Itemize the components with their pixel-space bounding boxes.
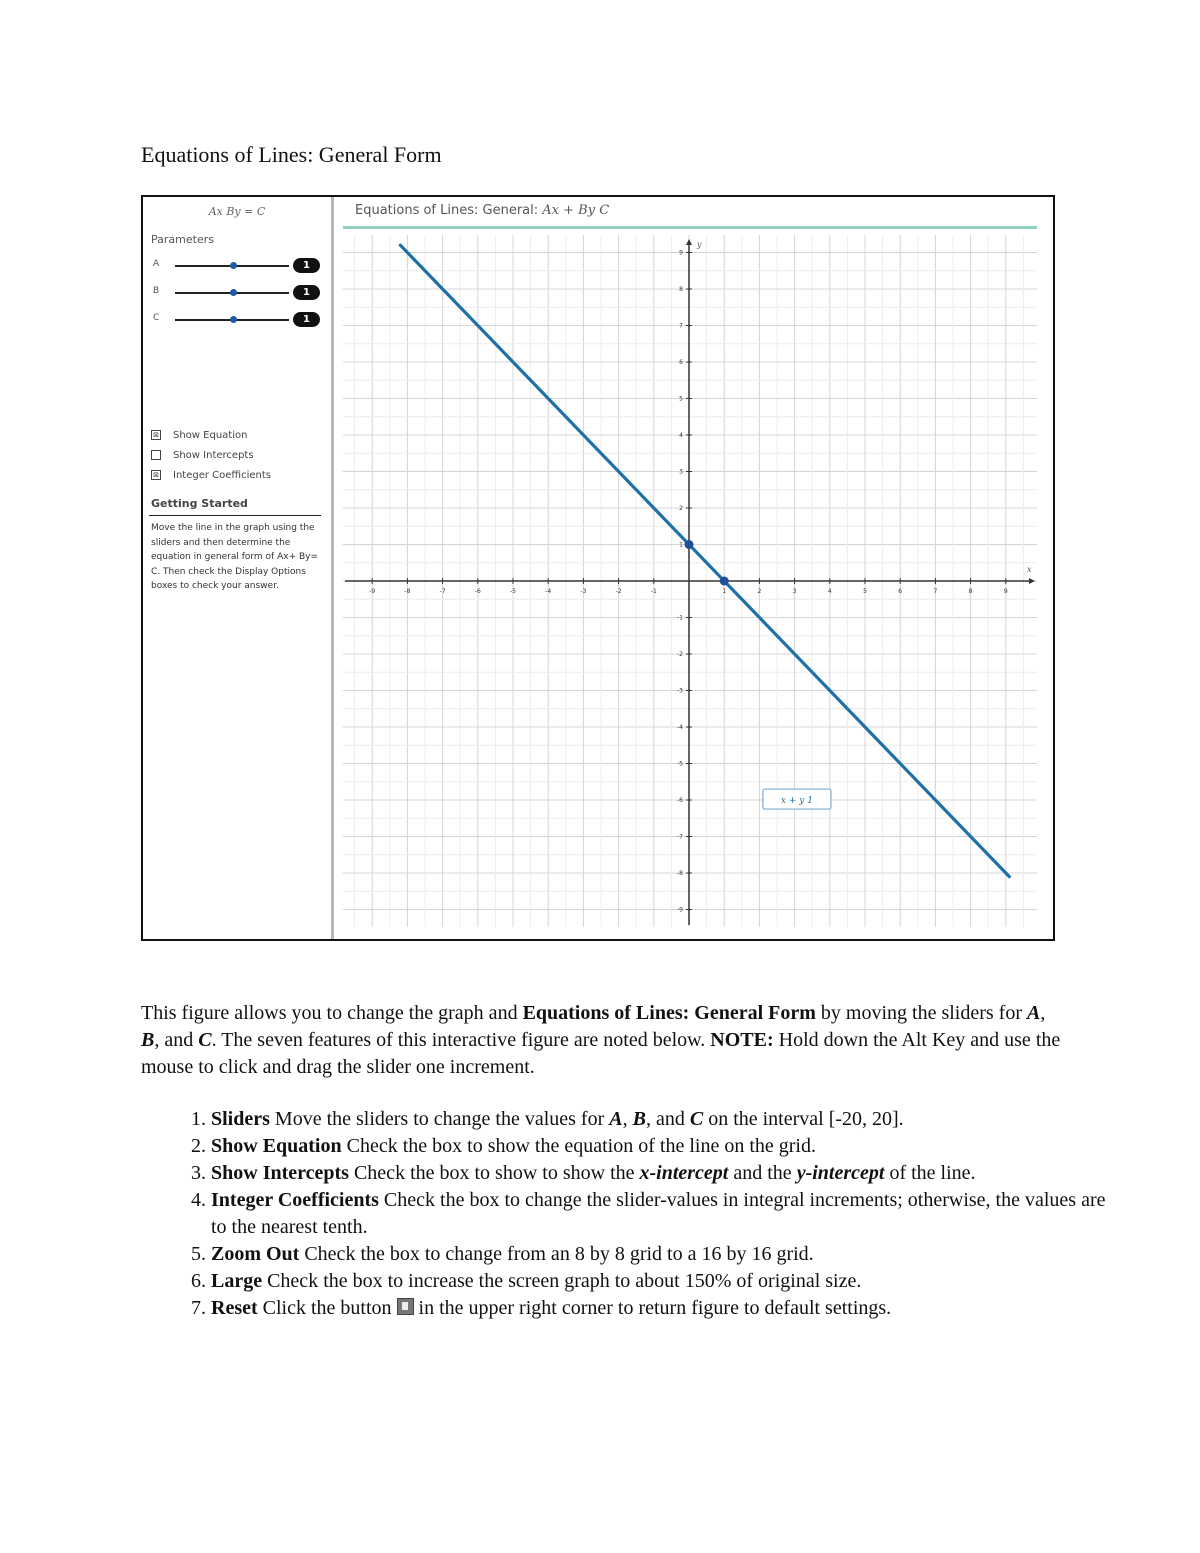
x-intercept-term: x-intercept <box>639 1162 729 1184</box>
panel-equation: Ax By = C <box>208 205 266 218</box>
x-tick-label: 6 <box>898 588 903 595</box>
features-list <box>141 1106 1111 1322</box>
getting-started-heading: Getting Started <box>151 497 248 510</box>
x-tick-label: -9 <box>369 588 376 595</box>
y-tick-label: -8 <box>677 870 683 877</box>
show-intercepts-checkbox[interactable] <box>151 450 161 460</box>
y-tick-label: 4 <box>679 432 683 439</box>
var-b: B <box>141 1029 155 1051</box>
x-tick-label: 8 <box>968 588 973 595</box>
intro-text-1: This figure allows you to change the graph and <box>141 1002 523 1024</box>
var-b: B <box>632 1108 646 1130</box>
slider-b-label: B <box>153 286 160 296</box>
page-title: Equations of Lines: General Form <box>141 142 442 167</box>
feature-term: Sliders <box>211 1108 270 1130</box>
y-tick-label: -5 <box>677 760 683 768</box>
sep: , <box>1040 1002 1046 1024</box>
show-intercepts-option[interactable] <box>151 450 254 461</box>
y-intercept-term: y-intercept <box>796 1162 885 1184</box>
x-tick-label: -1 <box>650 588 657 595</box>
intro-paragraph <box>141 1000 1061 1081</box>
y-tick-label: -1 <box>677 614 683 622</box>
var-c: C <box>689 1108 704 1130</box>
x-tick-label: 3 <box>792 588 797 595</box>
x-tick-label: -5 <box>510 588 516 595</box>
feature-term: Integer Coefficients <box>211 1189 379 1211</box>
parameters-heading: Parameters <box>151 233 214 246</box>
y-tick-label: 5 <box>679 395 683 403</box>
graph-title-equation: Ax + By C <box>542 203 610 218</box>
intro-bold-title: Equations of Lines: General Form <box>522 1002 816 1024</box>
intro-text-2: by moving the sliders for <box>815 1002 1027 1024</box>
slider-a-value: 1 <box>293 258 320 273</box>
slider-c-value: 1 <box>293 312 320 327</box>
feature-text: of the line. <box>884 1162 976 1184</box>
x-tick-label: 9 <box>1003 588 1008 595</box>
y-tick-label: 7 <box>679 322 683 330</box>
y-axis-arrow <box>686 239 692 245</box>
integer-coefficients-option[interactable] <box>151 470 271 481</box>
y-tick-label: -7 <box>677 833 683 841</box>
slider-b-value: 1 <box>293 285 320 300</box>
var-c: C <box>198 1029 212 1051</box>
sep: , and <box>645 1108 690 1130</box>
x-tick-label: 2 <box>757 588 762 595</box>
x-tick-label: 1 <box>722 588 727 595</box>
y-tick-label: 9 <box>679 249 683 257</box>
slider-a-handle[interactable] <box>230 262 237 269</box>
slider-c-handle[interactable] <box>230 316 237 323</box>
y-tick-label: -9 <box>677 906 683 914</box>
feature-text: Check the box to show to show the <box>348 1162 640 1184</box>
reset-icon <box>397 1298 414 1315</box>
feature-text: in the upper right corner to return figure to default settings. <box>413 1297 892 1319</box>
y-tick-label: 3 <box>679 468 683 476</box>
intro-text-3: . The seven features of this interactive figure are noted below. <box>211 1029 711 1051</box>
y-tick-label: 8 <box>679 286 683 293</box>
y-tick-label: 6 <box>679 359 683 366</box>
show-equation-checkbox[interactable]: ⊠ <box>151 430 161 440</box>
getting-started-divider <box>149 515 321 516</box>
y-intercept-point <box>685 540 694 549</box>
show-equation-label: Show Equation <box>173 430 248 441</box>
slider-c-label: C <box>153 313 160 323</box>
show-equation-option[interactable] <box>151 430 247 441</box>
graph-title <box>355 203 609 218</box>
show-intercepts-label: Show Intercepts <box>173 450 254 461</box>
sep: , <box>622 1108 633 1130</box>
x-tick-label: 4 <box>827 588 832 595</box>
feature-text: on the interval [-20, 20]. <box>703 1108 904 1130</box>
list-item <box>211 1241 1111 1268</box>
list-item <box>211 1160 1111 1187</box>
list-item <box>211 1187 1111 1241</box>
list-item <box>211 1106 1111 1133</box>
getting-started-text: Move the line in the graph using the sliders and then determine the equation in general form of Ax+ By= C. Then check the Display Options boxes to check your answer. <box>151 523 319 591</box>
feature-text: Check the box to change the slider-values in integral increments; otherwise, the values are to the nearest tenth. <box>211 1189 1106 1238</box>
graph-title-prefix: Equations of Lines: General: <box>355 203 539 218</box>
x-intercept-point <box>720 577 729 586</box>
sep: , and <box>154 1029 199 1051</box>
slider-c[interactable] <box>153 313 321 327</box>
y-tick-label: -4 <box>677 724 683 731</box>
feature-text: Check the box to increase the screen graph to about 150% of original size. <box>262 1270 862 1292</box>
list-item <box>211 1295 1111 1322</box>
feature-text: Check the box to show the equation of the line on the grid. <box>341 1135 816 1157</box>
x-tick-label: -2 <box>615 588 622 595</box>
y-tick-label: -6 <box>677 797 683 804</box>
slider-b[interactable] <box>153 286 321 300</box>
equation-label: x + y 1 <box>780 796 813 807</box>
x-axis-label: x <box>1027 565 1032 574</box>
var-a: A <box>609 1108 623 1130</box>
x-tick-label: -4 <box>545 588 552 595</box>
y-tick-label: -2 <box>677 651 683 658</box>
coordinate-graph[interactable] <box>343 235 1037 927</box>
feature-term: Zoom Out <box>211 1243 300 1265</box>
slider-a-label: A <box>153 259 160 269</box>
feature-term: Reset <box>211 1297 258 1319</box>
feature-term: Show Intercepts <box>211 1162 349 1184</box>
integer-coefficients-label: Integer Coefficients <box>173 470 271 481</box>
y-tick-label: -3 <box>677 687 683 695</box>
integer-coefficients-checkbox[interactable]: ⊠ <box>151 470 161 480</box>
x-axis-arrow <box>1029 578 1035 584</box>
x-tick-label: -6 <box>474 588 481 595</box>
slider-a[interactable] <box>153 259 321 273</box>
list-item <box>211 1133 1111 1160</box>
x-tick-label: -3 <box>580 588 587 595</box>
control-panel <box>143 197 334 939</box>
list-item <box>211 1268 1111 1295</box>
note-label: NOTE: <box>710 1029 774 1051</box>
x-tick-label: -8 <box>404 588 411 595</box>
feature-term: Large <box>211 1270 263 1292</box>
x-tick-label: 7 <box>933 588 938 595</box>
x-tick-label: 5 <box>863 588 867 595</box>
intro-text-4: Hold down the Alt Key and use the mouse to click and drag the slider one increment. <box>141 1029 1061 1078</box>
var-a: A <box>1027 1002 1041 1024</box>
slider-b-handle[interactable] <box>230 289 237 296</box>
y-axis-label: y <box>697 240 702 249</box>
feature-text: Click the button <box>257 1297 397 1319</box>
feature-text: Move the sliders to change the values for <box>269 1108 610 1130</box>
feature-text: Check the box to change from an 8 by 8 grid to a 16 by 16 grid. <box>299 1243 814 1265</box>
feature-text: and the <box>728 1162 797 1184</box>
y-tick-label: 1 <box>679 541 683 549</box>
x-tick-label: -7 <box>439 588 446 595</box>
y-tick-label: 2 <box>679 505 683 512</box>
interactive-figure <box>141 195 1055 941</box>
feature-term: Show Equation <box>211 1135 342 1157</box>
graph-title-rule <box>343 226 1037 229</box>
